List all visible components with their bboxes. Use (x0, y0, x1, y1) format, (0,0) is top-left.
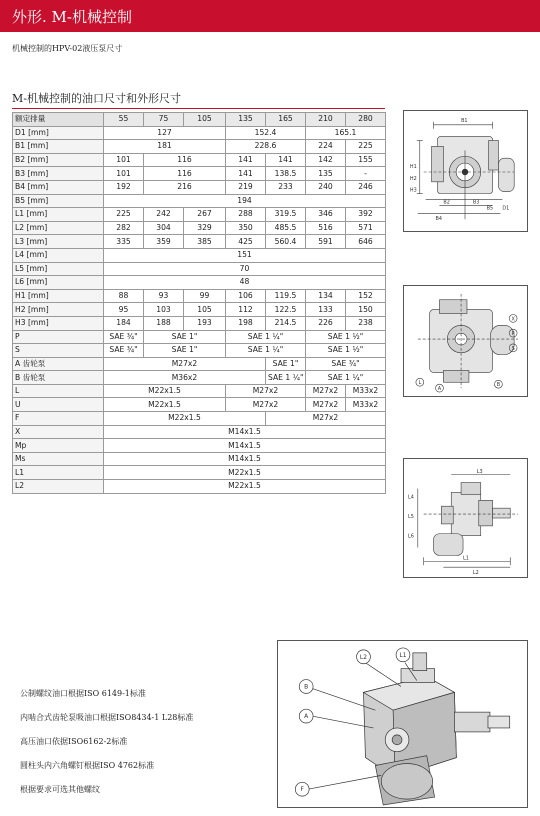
port-label-l: L (418, 380, 422, 387)
table-row (13, 126, 386, 140)
table-cell: 116 (144, 167, 226, 181)
table-row (13, 371, 386, 385)
table-cell: SAE ¾" (104, 330, 144, 344)
table-row (13, 180, 386, 194)
row-label: F (13, 412, 104, 426)
table-cell: 112 (226, 303, 266, 317)
table-cell: 385 (184, 235, 226, 249)
table-cell: 225 (104, 208, 144, 222)
dim-label-b2: B2 (443, 199, 450, 206)
table-row (13, 262, 386, 276)
table-cell: 141 (266, 153, 306, 167)
section-divider (12, 108, 385, 109)
table-cell: 70 (104, 262, 386, 276)
table-cell: 192 (104, 180, 144, 194)
table-cell: 214.5 (266, 316, 306, 330)
table-cell: 151 (104, 248, 386, 262)
table-row (13, 316, 386, 330)
table-row (13, 452, 386, 466)
table-cell: 103 (144, 303, 184, 317)
dim-label-b4: B4 (435, 216, 442, 223)
table-cell: 288 (226, 208, 266, 222)
callout-l2: L2 (359, 654, 368, 661)
port-label-x: X (511, 316, 515, 323)
table-row (13, 153, 386, 167)
table-cell: 350 (226, 221, 266, 235)
row-label: L2 (13, 480, 104, 494)
table-cell: 184 (104, 316, 144, 330)
table-cell: SAE 1 ¼" (306, 371, 386, 385)
row-label: U (13, 398, 104, 412)
table-cell: 329 (184, 221, 226, 235)
table-row (13, 194, 386, 208)
table-cell: 335 (104, 235, 144, 249)
table-row (13, 208, 386, 222)
table-row (13, 221, 386, 235)
table-cell: SAE ¾" (104, 344, 144, 358)
table-cell: SAE 1 ½" (306, 344, 386, 358)
table-cell: 267 (184, 208, 226, 222)
table-cell: M33x2 (346, 384, 386, 398)
note-high-pressure-port: 高压油口依据ISO6162-2标准 (20, 737, 128, 746)
table-cell: 106 (226, 289, 266, 303)
table-cell: 571 (346, 221, 386, 235)
table-row (13, 480, 386, 494)
section-title: M-机械控制的油口尺寸和外形尺寸 (12, 92, 181, 105)
table-row (13, 398, 386, 412)
column-header: 135 (226, 113, 266, 127)
dim-label-h2: H2 (409, 175, 417, 182)
table-cell: M27x2 (226, 384, 306, 398)
table-cell: 425 (226, 235, 266, 249)
dim-label-l1: L1 (463, 555, 469, 562)
dim-label-d1: D1 (502, 205, 510, 212)
row-label: L2 [mm] (13, 221, 104, 235)
table-cell: 138.5 (266, 167, 306, 181)
table-cell: 392 (346, 208, 386, 222)
table-cell: 101 (104, 153, 144, 167)
row-label: X (13, 425, 104, 439)
table-cell: M22x1.5 (104, 384, 226, 398)
row-label: L (13, 384, 104, 398)
table-cell: 141 (226, 153, 266, 167)
table-cell: 233 (266, 180, 306, 194)
table-row (13, 289, 386, 303)
table-cell: M14x1.5 (104, 439, 386, 453)
row-label: P (13, 330, 104, 344)
page-title: 外形. M-机械控制 (12, 8, 132, 26)
table-cell: M27x2 (306, 384, 346, 398)
table-cell: 133 (306, 303, 346, 317)
column-header: 210 (306, 113, 346, 127)
table-cell: 485.5 (266, 221, 306, 235)
table-cell: 560.4 (266, 235, 306, 249)
front-view-drawing (403, 110, 528, 232)
dim-label-l4: L4 (407, 494, 414, 501)
table-cell: M27x2 (266, 412, 386, 426)
table-header-label: 额定排量 (13, 113, 104, 127)
table-cell: 193 (184, 316, 226, 330)
row-label: L3 [mm] (13, 235, 104, 249)
callout-f: F (300, 787, 304, 794)
row-label: B4 [mm] (13, 180, 104, 194)
dim-label-b1: B1 (461, 117, 468, 124)
table-cell: M22x1.5 (104, 480, 386, 494)
table-cell: 101 (104, 167, 144, 181)
row-label: Ms (13, 452, 104, 466)
table-cell: 242 (144, 208, 184, 222)
row-label: B5 [mm] (13, 194, 104, 208)
table-cell: M22x1.5 (104, 466, 386, 480)
table-cell: M14x1.5 (104, 452, 386, 466)
row-label: H3 [mm] (13, 316, 104, 330)
table-cell: 219 (226, 180, 266, 194)
table-cell: SAE 1 ¼" (226, 330, 306, 344)
table-cell: SAE 1" (144, 344, 226, 358)
table-cell: 134 (306, 289, 346, 303)
table-cell: 226 (306, 316, 346, 330)
table-cell: 152 (346, 289, 386, 303)
isometric-view-drawing (277, 640, 528, 808)
row-label: L6 [mm] (13, 276, 104, 290)
table-cell: M27x2 (306, 398, 346, 412)
column-header: 105 (184, 113, 226, 127)
table-row (13, 439, 386, 453)
row-label: L1 (13, 466, 104, 480)
table-cell: M22x1.5 (104, 398, 226, 412)
table-cell: 135 (306, 167, 346, 181)
table-row (13, 276, 386, 290)
side-view-drawing (403, 458, 528, 578)
table-row (13, 412, 386, 426)
table-cell: M27x2 (226, 398, 306, 412)
table-cell: 150 (346, 303, 386, 317)
table-cell: 646 (346, 235, 386, 249)
table-row (13, 384, 386, 398)
note-socket-screw: 圆柱头内六角螺钉根据ISO 4762标准 (20, 761, 155, 770)
top-view-drawing (403, 285, 528, 397)
table-cell: 346 (306, 208, 346, 222)
table-cell: 127 (104, 126, 226, 140)
table-cell: SAE ¾" (306, 357, 386, 371)
table-cell: 152.4 (226, 126, 306, 140)
table-cell: 188 (144, 316, 184, 330)
port-label-s: S (511, 345, 515, 352)
row-label: Mp (13, 439, 104, 453)
port-label-a: A (437, 386, 442, 393)
page-subtitle: 机械控制的HPV-02液压泵尺寸 (12, 44, 123, 53)
table-cell: 116 (144, 153, 226, 167)
table-cell: 142 (306, 153, 346, 167)
table-cell: 99 (184, 289, 226, 303)
table-cell: 225 (346, 140, 386, 154)
row-label: D1 [mm] (13, 126, 104, 140)
table-cell: M22x1.5 (104, 412, 266, 426)
table-row (13, 466, 386, 480)
note-metric-thread: 公制螺纹油口根据ISO 6149-1标准 (20, 689, 146, 698)
callout-b: B (304, 684, 309, 691)
table-cell: SAE 1" (266, 357, 306, 371)
row-label: S (13, 344, 104, 358)
table-row (13, 344, 386, 358)
table-cell: 105 (184, 303, 226, 317)
table-cell: 591 (306, 235, 346, 249)
row-label: A 齿轮泵 (13, 357, 104, 371)
row-label: B1 [mm] (13, 140, 104, 154)
table-cell: 228.6 (226, 140, 306, 154)
table-cell: M36x2 (104, 371, 266, 385)
table-row (13, 235, 386, 249)
dimension-table (12, 112, 386, 494)
callout-l1: L1 (399, 652, 407, 659)
table-cell: 95 (104, 303, 144, 317)
table-cell: SAE 1 ¼" (226, 344, 306, 358)
note-gear-pump-port: 内啮合式齿轮泵吸油口根据ISO8434-1 L28标准 (20, 713, 194, 722)
dim-label-b5: B5 (486, 205, 494, 212)
table-cell: 198 (226, 316, 266, 330)
row-label: B3 [mm] (13, 167, 104, 181)
table-cell: 155 (346, 153, 386, 167)
port-label-p: P (511, 331, 515, 338)
row-label: B2 [mm] (13, 153, 104, 167)
table-cell: 119.5 (266, 289, 306, 303)
row-label: L4 [mm] (13, 248, 104, 262)
table-cell: M33x2 (346, 398, 386, 412)
table-row (13, 357, 386, 371)
table-cell: M14x1.5 (104, 425, 386, 439)
note-other-threads: 根据要求可选其他螺纹 (20, 785, 100, 794)
table-cell: 240 (306, 180, 346, 194)
row-label: L5 [mm] (13, 262, 104, 276)
callout-a: A (304, 714, 309, 721)
table-row (13, 167, 386, 181)
dim-label-l2: L2 (472, 570, 479, 577)
dim-label-h1: H1 (409, 164, 417, 171)
table-cell: SAE 1" (144, 330, 226, 344)
dim-label-l6: L6 (407, 533, 414, 540)
dim-label-l5: L5 (407, 514, 414, 520)
table-cell: SAE 1 ½" (306, 330, 386, 344)
row-label: L1 [mm] (13, 208, 104, 222)
dim-label-h3: H3 (409, 187, 417, 194)
table-cell: 516 (306, 221, 346, 235)
table-cell: 359 (144, 235, 184, 249)
row-label: H1 [mm] (13, 289, 104, 303)
table-row (13, 140, 386, 154)
table-cell: 304 (144, 221, 184, 235)
table-cell: 165.1 (306, 126, 386, 140)
table-row (13, 425, 386, 439)
table-cell: 216 (144, 180, 226, 194)
column-header: 55 (104, 113, 144, 127)
table-cell: 93 (144, 289, 184, 303)
column-header: 280 (346, 113, 386, 127)
table-cell: 238 (346, 316, 386, 330)
table-cell: 282 (104, 221, 144, 235)
dim-label-l3: L3 (476, 468, 483, 475)
table-cell: 319.5 (266, 208, 306, 222)
table-row (13, 303, 386, 317)
table-cell: 141 (226, 167, 266, 181)
table-cell: M27x2 (104, 357, 266, 371)
table-header-row (13, 113, 386, 127)
table-cell: 181 (104, 140, 226, 154)
table-row (13, 330, 386, 344)
table-cell: 48 (104, 276, 386, 290)
table-cell: SAE 1 ¼" (266, 371, 306, 385)
port-label-b: B (496, 382, 501, 389)
table-cell: - (346, 167, 386, 181)
row-label: H2 [mm] (13, 303, 104, 317)
row-label: B 齿轮泵 (13, 371, 104, 385)
table-cell: 224 (306, 140, 346, 154)
column-header: 75 (144, 113, 184, 127)
table-row (13, 248, 386, 262)
dim-label-b3: B3 (472, 199, 480, 206)
table-cell: 88 (104, 289, 144, 303)
table-cell: 122.5 (266, 303, 306, 317)
column-header: 165 (266, 113, 306, 127)
table-cell: 194 (104, 194, 386, 208)
table-cell: 246 (346, 180, 386, 194)
